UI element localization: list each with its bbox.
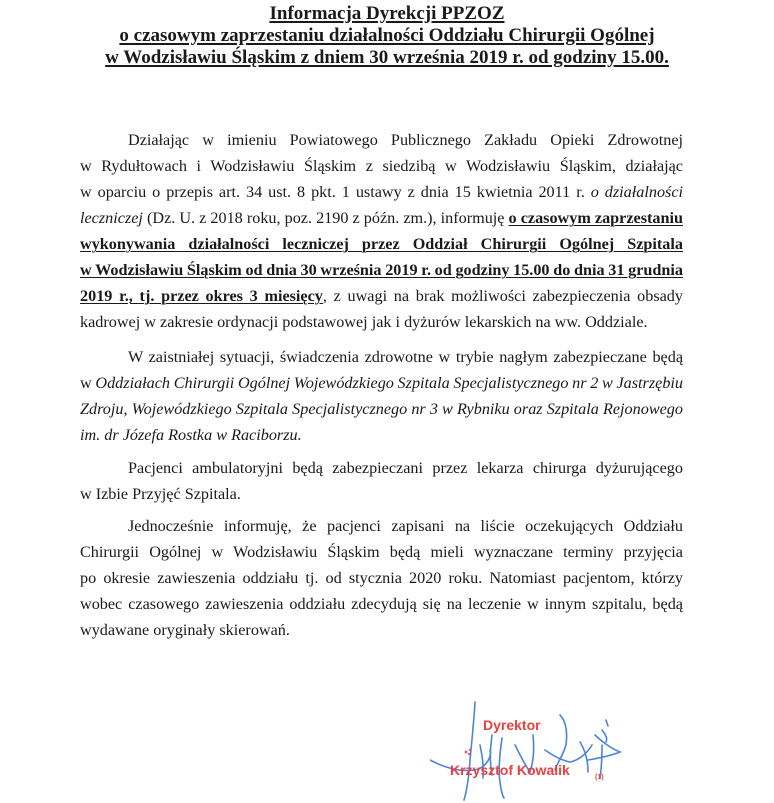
- text-span: wydawane oryginały skierowań.: [80, 621, 290, 639]
- text-line: [80, 455, 683, 481]
- text-part: w: [80, 374, 92, 392]
- text-line: [80, 309, 683, 335]
- text-span: kadrowej w zakresie ordynacji podstawowej jak i dyżurów lekarskich na ww. Oddziale.: [80, 313, 648, 331]
- bold-underlined-text: o czasowym zaprzestaniu: [508, 209, 684, 227]
- text-span: [80, 179, 683, 205]
- paragraph-4: [80, 513, 683, 643]
- italic-text: o działalności: [590, 183, 684, 201]
- signature-title: Dyrektor: [483, 717, 541, 733]
- paragraph-2: [80, 344, 683, 448]
- paragraph-3: [80, 455, 683, 507]
- text-line: [80, 257, 683, 283]
- title-line-2: o czasowym zaprzestaniu działalności Oddziału Chirurgii Ogólnej: [119, 25, 655, 46]
- text-span: w Rydułtowach i Wodzisławiu Śląskim z siedzibą w Wodzisławiu Śląskim, działając: [80, 157, 683, 175]
- text-line: [80, 565, 683, 591]
- text-span: Pacjenci ambulatoryjni będą zabezpieczani przez lekarza chirurga dyżurującego: [128, 459, 683, 477]
- bold-underlined-text: 2019 r., tj. przez okres 3 miesięcy: [80, 287, 323, 305]
- text-line: [80, 205, 683, 231]
- italic-text: leczniczej: [80, 209, 143, 227]
- handwritten-signature-icon: [430, 690, 670, 803]
- text-span: w Izbie Przyjęć Szpitala.: [80, 485, 241, 503]
- text-line: [80, 283, 683, 309]
- italic-text: Oddziałach Chirurgii Ogólnej Wojewódzkiego Szpitala Specjalistycznego nr 2 w Jastrzębiu: [95, 374, 684, 392]
- text-span: [80, 205, 683, 231]
- italic-text: im. dr Józefa Rostka w Raciborzu.: [80, 426, 302, 444]
- text-line: [80, 153, 683, 179]
- signature-block: [430, 690, 670, 803]
- text-line: [80, 231, 683, 257]
- text-span: W zaistniałej sytuacji, świadczenia zdrowotne w trybie nagłym zabezpieczane będą: [128, 348, 683, 366]
- text-span: Działając w imieniu Powiatowego Publicznego Zakładu Opieki Zdrowotnej: [128, 131, 683, 149]
- bold-underlined-text: wykonywania działalności leczniczej przez Oddział Chirurgii Ogólnej Szpitala: [80, 235, 683, 253]
- text-line: [80, 539, 683, 565]
- text-line: [80, 344, 683, 370]
- signature-name: Krzysztof Kowalik: [450, 762, 570, 778]
- text-line: [80, 396, 683, 422]
- text-span: [80, 283, 683, 309]
- text-line: [80, 127, 683, 153]
- paragraph-1: [80, 127, 683, 335]
- text-line: [80, 370, 683, 396]
- text-part: (Dz. U. z 2018 roku, poz. 2190 z późn. zm.), informuję: [147, 209, 505, 227]
- text-span: wobec czasowego zawieszenia oddziału zdecydują się na leczenie w innym szpitalu, będą: [80, 595, 683, 613]
- text-part: w oparciu o przepis art. 34 ust. 8 pkt. 1 ustawy z dnia 15 kwietnia 2011 r.: [80, 183, 585, 201]
- text-line: [80, 179, 683, 205]
- italic-text: Zdroju, Wojewódzkiego Szpitala Specjalistycznego nr 3 w Rybniku oraz Szpitala Rejonowego: [80, 400, 683, 418]
- text-line: [80, 591, 683, 617]
- text-line: [80, 481, 683, 507]
- text-part: , z uwagi na brak możliwości zabezpieczenia obsady: [322, 287, 683, 305]
- text-line: [80, 617, 683, 643]
- bold-underlined-text: w Wodzisławiu Śląskim od dnia 30 września 2019 r. od godziny 15.00 do dnia 31 grudnia: [80, 261, 683, 279]
- text-line: [80, 513, 683, 539]
- text-span: po okresie zawieszenia oddziału tj. od stycznia 2020 roku. Natomiast pacjentom, którzy: [80, 569, 683, 587]
- text-span: [80, 370, 683, 396]
- title-line-1: Informacja Dyrekcji PPZOZ: [269, 3, 505, 24]
- document-title: [0, 3, 774, 69]
- signature-mark: (1): [595, 774, 604, 781]
- text-span: Jednocześnie informuję, że pacjenci zapisani na liście oczekujących Oddziału: [128, 517, 683, 535]
- text-line: [80, 422, 683, 448]
- text-span: Chirurgii Ogólnej w Wodzisławiu Śląskim będą mieli wyznaczane terminy przyjęcia: [80, 543, 683, 561]
- title-line-3: w Wodzisławiu Śląskim z dniem 30 września 2019 r. od godziny 15.00.: [105, 47, 669, 68]
